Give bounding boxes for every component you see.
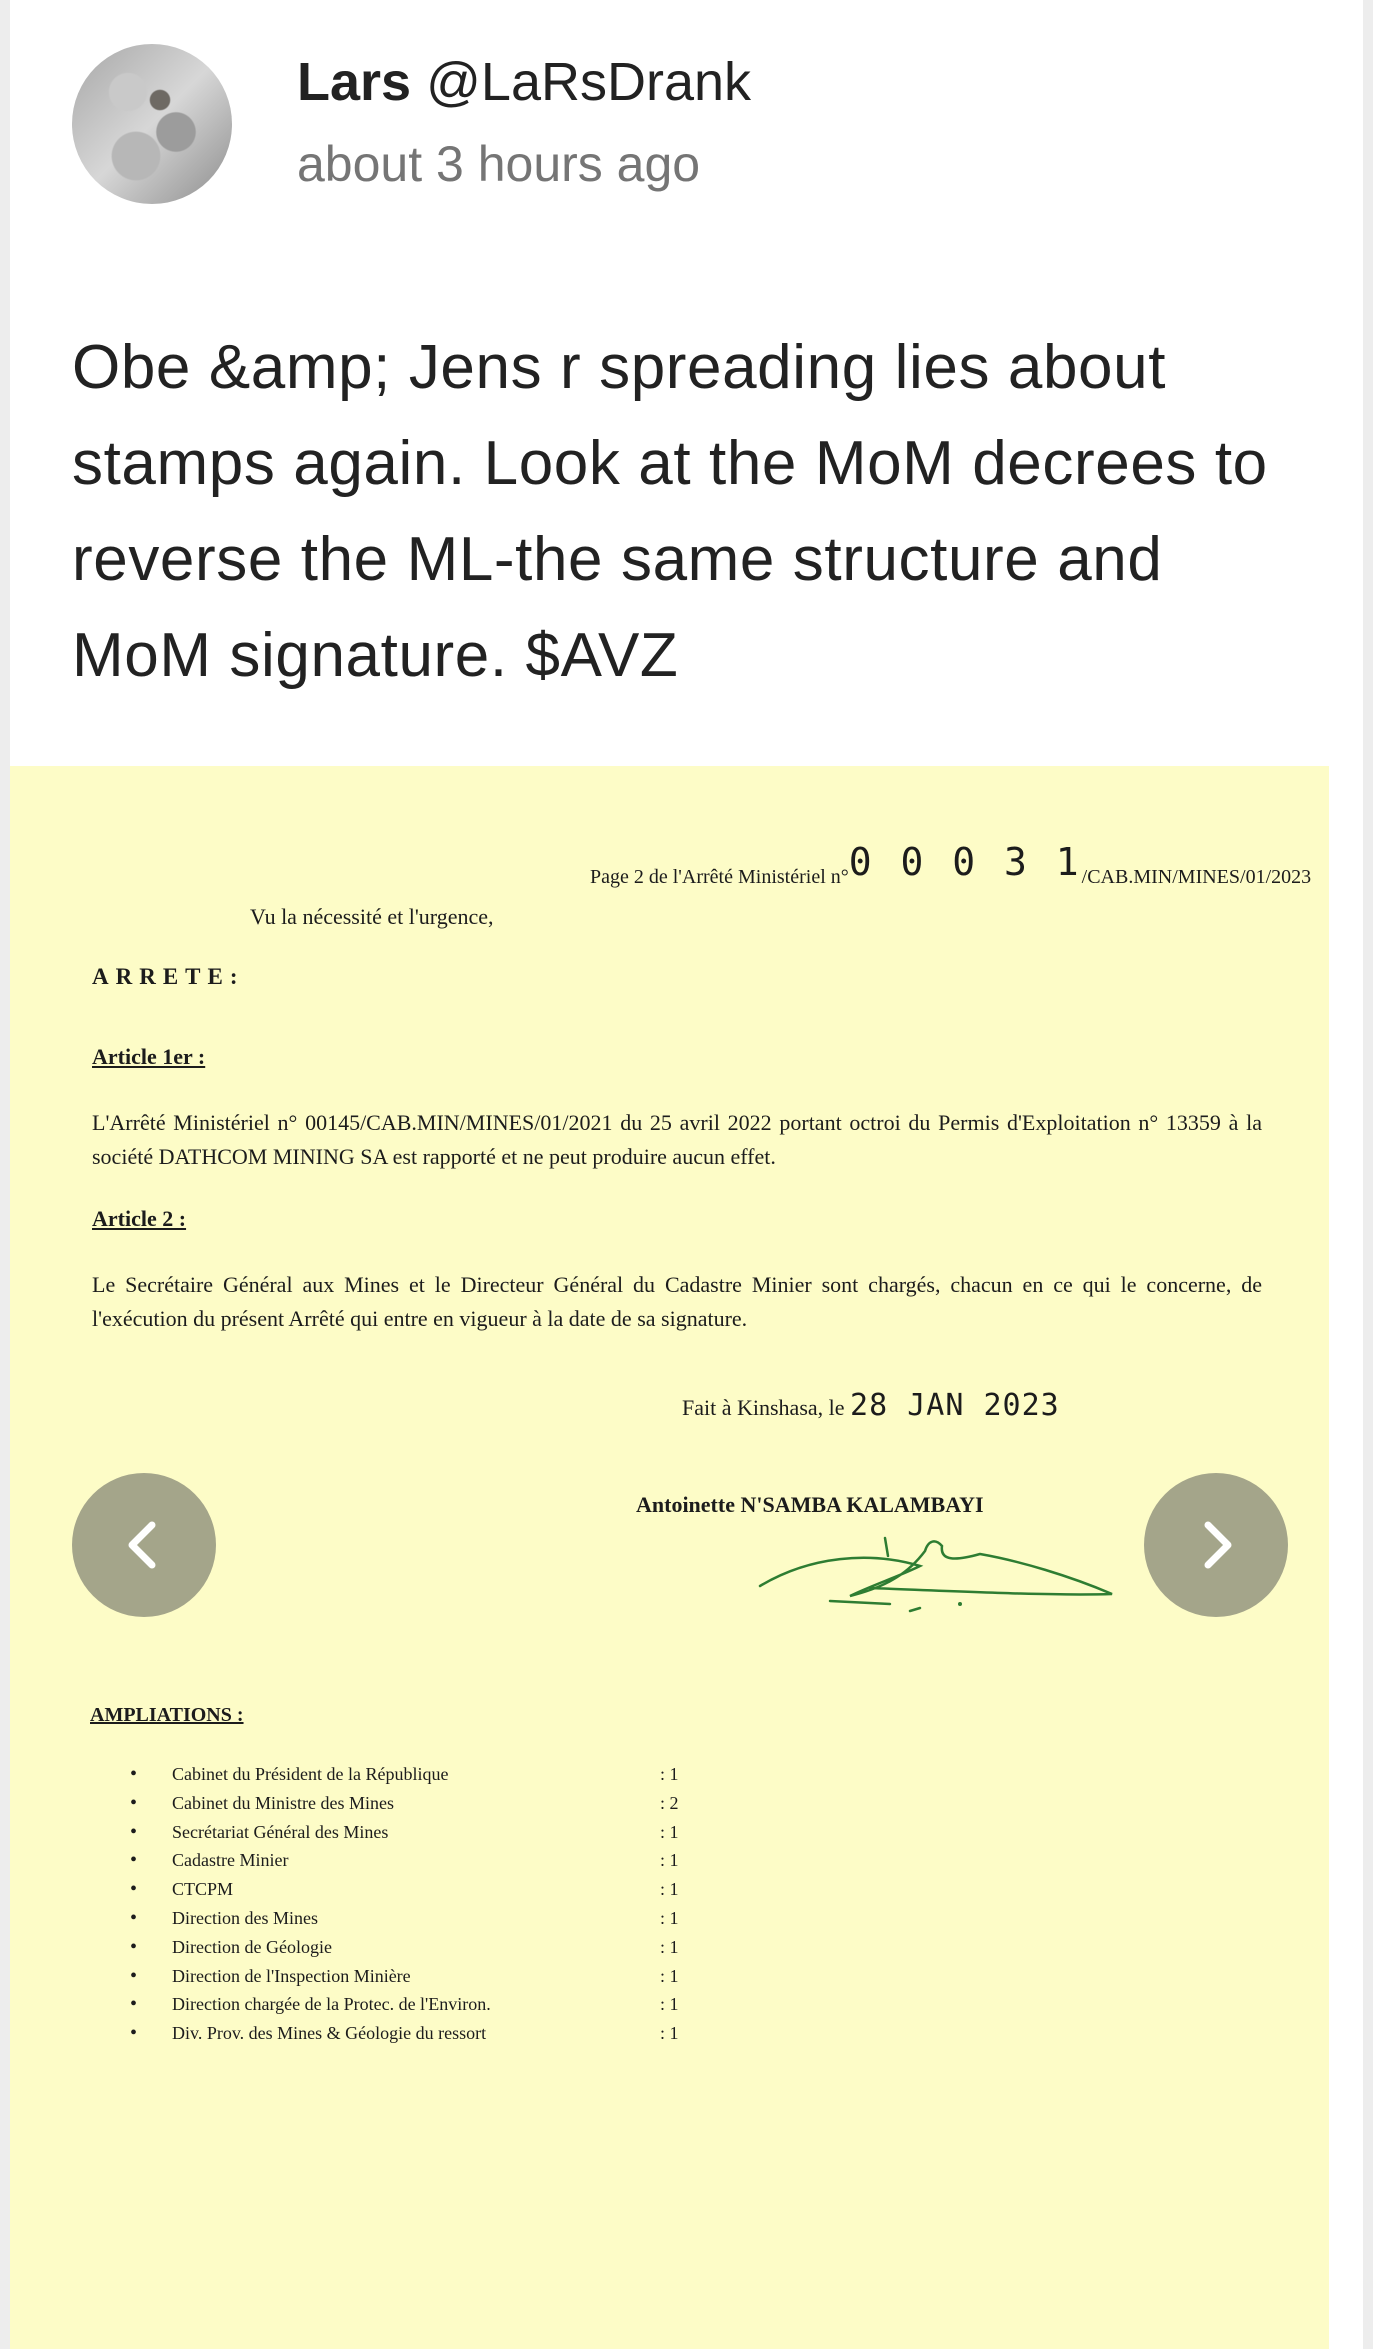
carousel-prev-button[interactable]	[72, 1473, 216, 1617]
ampliation-recipient: Cabinet du Président de la République	[172, 1764, 449, 1784]
ampliation-quantity: : 1	[660, 1994, 679, 2015]
ampliation-item	[130, 1846, 690, 1875]
ampliation-item	[130, 1933, 690, 1962]
ampliation-quantity: : 1	[660, 1879, 679, 1900]
document-place-date	[682, 1388, 1060, 1423]
author-name[interactable]: Lars	[297, 52, 412, 112]
ampliation-item	[130, 1962, 690, 1991]
ampliation-item	[130, 1818, 690, 1847]
left-edge	[0, 0, 10, 2349]
bullet: •	[130, 1849, 138, 1872]
signature-scribble	[750, 1516, 1120, 1626]
document-vu: Vu la nécessité et l'urgence,	[250, 904, 494, 929]
ampliation-item	[130, 1875, 690, 1904]
chevron-left-icon	[114, 1515, 174, 1575]
chevron-right-icon	[1186, 1515, 1246, 1575]
ampliation-quantity: : 1	[660, 1821, 679, 1842]
fait-date-stamp: 28 JAN 2023	[850, 1388, 1060, 1423]
ampliation-recipient: Div. Prov. des Mines & Géologie du ressort	[172, 2023, 487, 2044]
document-arrete: ARRETE:	[92, 964, 245, 989]
bullet: •	[130, 1820, 138, 1843]
page-ref-suffix: /CAB.MIN/MINES/01/2023	[1081, 866, 1312, 888]
bullet: •	[130, 1935, 138, 1958]
article-1-heading: Article 1er :	[92, 1044, 206, 1069]
author-line[interactable]	[297, 50, 751, 114]
ampliation-quantity: : 1	[660, 1907, 679, 1928]
ampliation-item	[130, 1904, 690, 1933]
ampliation-recipient: Direction de l'Inspection Minière	[172, 1965, 411, 1986]
document-signer: Antoinette N'SAMBA KALAMBAYI	[636, 1492, 984, 1517]
fait-prefix: Fait à Kinshasa, le	[682, 1395, 845, 1420]
ampliation-quantity: : 2	[660, 1792, 679, 1813]
ampliations-list	[130, 1760, 690, 2048]
ampliation-item	[130, 1760, 690, 1789]
bullet: •	[130, 2022, 138, 2045]
ampliation-quantity: : 1	[660, 2023, 679, 2044]
bullet: •	[130, 1993, 138, 2016]
ampliation-recipient: Direction chargée de la Protec. de l'Environ.	[172, 1994, 491, 2015]
article-1-text: L'Arrêté Ministériel n° 00145/CAB.MIN/MINES/01/2021 du 25 avril 2022 portant octroi du Permis d'Exploitation n° 13359 à la société DATHCOM MINING SA est rapporté et ne peut produire aucun effet.	[92, 1110, 1262, 1169]
ampliation-quantity: : 1	[660, 1764, 679, 1784]
ampliation-recipient: CTCPM	[172, 1879, 234, 1900]
post-text: Obe &amp; Jens r spreading lies about stamps again. Look at the MoM decrees to reverse the ML-the same structure and MoM signature. $AVZ	[72, 333, 1268, 690]
article-2-text: Le Secrétaire Général aux Mines et le Directeur Général du Cadastre Minier sont chargés, chacun en ce qui le concerne, de l'exécution du présent Arrêté qui entre en vigueur à la date de sa signature.	[92, 1272, 1262, 1331]
carousel-next-button[interactable]	[1144, 1473, 1288, 1617]
document-page-reference	[590, 840, 1312, 892]
right-edge	[1363, 0, 1373, 2349]
post-timestamp: about 3 hours ago	[297, 136, 701, 192]
ampliation-recipient: Secrétariat Général des Mines	[172, 1821, 389, 1842]
ampliation-item	[130, 1990, 690, 2019]
bullet: •	[130, 1964, 138, 1987]
bullet: •	[130, 1791, 138, 1814]
page-ref-prefix: Page 2 de l'Arrêté Ministériel n°	[590, 866, 849, 888]
ampliation-recipient: Cadastre Minier	[172, 1850, 289, 1871]
article-2-heading: Article 2 :	[92, 1206, 187, 1231]
ampliation-recipient: Direction de Géologie	[172, 1936, 332, 1957]
bullet: •	[130, 1763, 138, 1785]
ampliation-recipient: Cabinet du Ministre des Mines	[172, 1792, 394, 1813]
ampliation-recipient: Direction des Mines	[172, 1907, 318, 1928]
ampliation-quantity: : 1	[660, 1936, 679, 1957]
avatar[interactable]	[72, 44, 232, 204]
ampliation-quantity: : 1	[660, 1965, 679, 1986]
ampliation-quantity: : 1	[660, 1850, 679, 1871]
ampliations-heading: AMPLIATIONS :	[90, 1704, 244, 1726]
bullet: •	[130, 1906, 138, 1929]
ampliation-item	[130, 1789, 690, 1818]
ampliation-item	[130, 2019, 690, 2048]
bullet: •	[130, 1878, 138, 1901]
page-ref-number: 0 0 0 3 1	[848, 840, 1082, 884]
author-handle[interactable]: @LaRsDrank	[426, 52, 752, 112]
